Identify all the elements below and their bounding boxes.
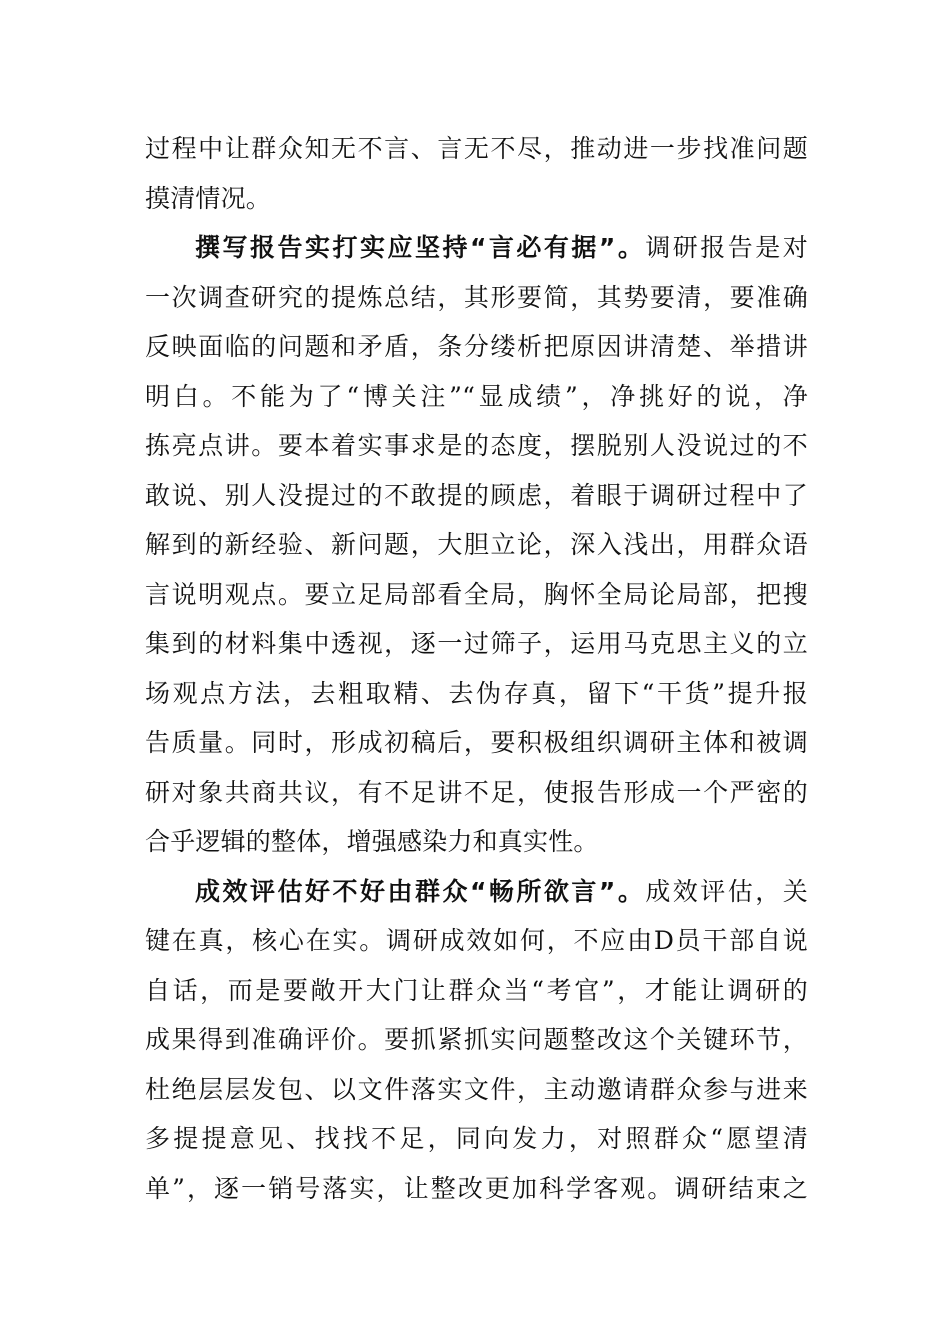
body-text-line: 一次调查研究的提炼总结，其形要简，其势要清，要准确 <box>145 282 808 312</box>
body-text-line: 解到的新经验、新问题，大胆立论，深入浅出，用群众语 <box>145 530 808 559</box>
body-text-line: 告质量。同时，形成初稿后，要积极组织调研主体和被调 <box>145 728 808 757</box>
body-text-line: 成果得到准确评价。要抓紧抓实问题整改这个关键环节， <box>145 1025 808 1054</box>
body-text-line: 过程中让群众知无不言、言无不尽，推动进一步找准问题 <box>145 134 808 163</box>
body-text-line: 拣亮点讲。要本着实事求是的态度，摆脱别人没说过的不 <box>145 431 808 460</box>
body-text-line: 敢说、别人没提过的不敢提的顾虑，着眼于调研过程中了 <box>145 480 808 510</box>
body-text-line: 集到的材料集中透视，逐一过筛子，运用马克思主义的立 <box>145 629 808 658</box>
body-text-line: 多提提意见、找找不足，同向发力，对照群众“愿望清 <box>145 1124 808 1153</box>
body-text-line: 摸清情况。 <box>145 183 272 213</box>
document-body <box>145 124 808 1213</box>
body-text-line: 场观点方法，去粗取精、去伪存真，留下“干货”提升报 <box>145 678 808 708</box>
body-text-line: 研对象共商共议，有不足讲不足，使报告形成一个严密的 <box>145 777 808 807</box>
body-text-line: 明白。不能为了“博关注”“显成绩”，净挑好的说，净 <box>145 381 808 411</box>
paragraph-first-line <box>145 867 808 917</box>
paragraph-heading: 撰写报告实打实应坚持“言必有据”。 <box>195 233 646 262</box>
paragraph-heading: 成效评估好不好由群众“畅所欲言”。 <box>195 876 646 906</box>
body-text-fragment: 成效评估，关 <box>645 876 808 906</box>
body-text-line: 合乎逻辑的整体，增强感染力和真实性。 <box>145 827 599 856</box>
paragraph-first-line <box>145 223 808 273</box>
body-text-line: 键在真，核心在实。调研成效如何，不应由D员干部自说 <box>145 926 808 955</box>
body-text-line: 自话，而是要敞开大门让群众当“考官”，才能让调研的 <box>145 975 808 1005</box>
body-text-line: 杜绝层层发包、以文件落实文件，主动邀请群众参与进来 <box>145 1074 808 1104</box>
body-text-line: 言说明观点。要立足局部看全局，胸怀全局论局部，把搜 <box>145 579 808 609</box>
body-text-line: 单”，逐一销号落实，让整改更加科学客观。调研结束之 <box>145 1173 808 1203</box>
body-text-line: 反映面临的问题和矛盾，条分缕析把原因讲清楚、举措讲 <box>145 332 808 361</box>
body-text-fragment: 调研报告是对 <box>645 233 808 262</box>
